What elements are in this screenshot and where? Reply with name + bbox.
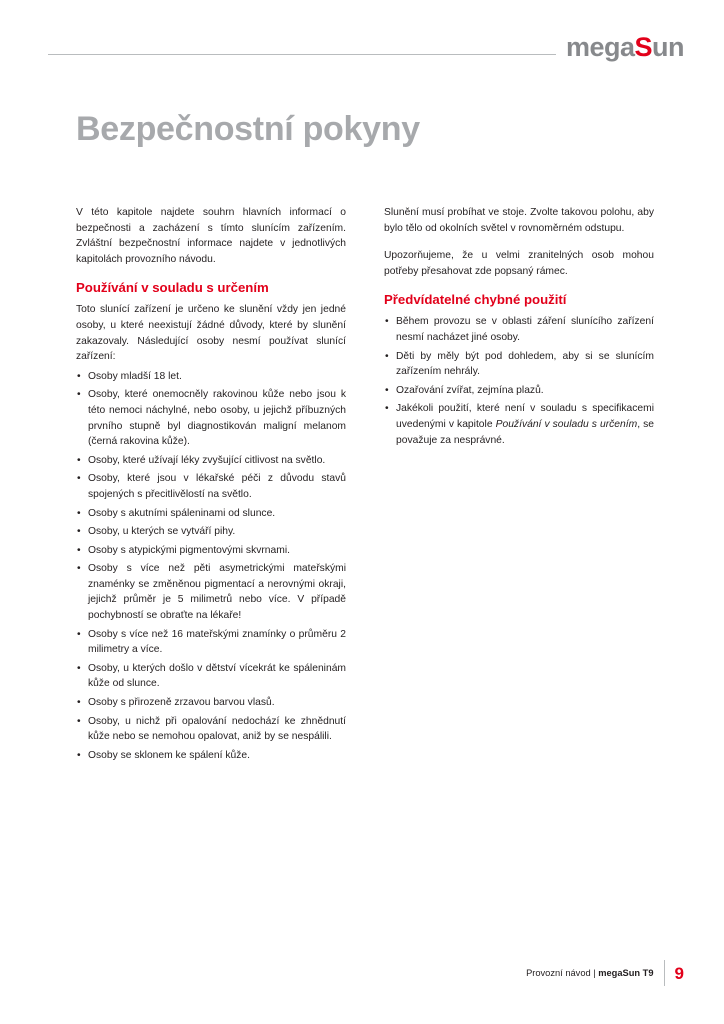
right-column [384,205,654,766]
list-item: • Osoby s více než pěti asymetrickými mateřskými znaménky se změněnou pigmentací a nerovnými okraji, jejichž průměr je 5 milimetrů nebo více. V případě pochybností se obraťte na lékaře! [76,561,346,623]
list-item: • Osoby s více než 16 mateřskými znamínky o průměru 2 milimetry a více. [76,627,346,658]
misuse-list [384,314,654,448]
page-title: Bezpečnostní pokyny [76,110,420,148]
misuse-text-post: , se považuje za nesprávné. [396,418,654,446]
intended-use-paragraph: Toto slunící zařízení je určeno ke slunění vždy jen jedné osoby, u které neexistují žádné důvody, které by slunění zakazovaly. Následující osoby nesmí používat slunící zařízení: [76,304,346,363]
chapter-reference: Používání v souladu s určením [495,418,638,430]
list-item: • Osoby, které užívají léky zvyšující citlivost na světlo. [76,453,346,469]
footer-label-normal: Provozní návod | [526,968,599,978]
section-heading-intended-use: Používání v souladu s určením [76,280,269,296]
left-column [76,205,346,766]
list-item: • Osoby, u kterých došlo v dětství vícekrát ke spáleninám kůže od slunce. [76,661,346,692]
misuse-text-pre: Jakékoli použití, které není v souladu s specifikacemi uvedenými v kapitole [396,403,654,430]
page-number: 9 [674,963,684,983]
list-item: • Osoby, u kterých se vytváří pihy. [76,524,346,540]
intro-paragraph: V této kapitole najdete souhrn hlavních informací o bezpečnosti a zacházení s tímto slunícím zařízením. Zvláštní bezpečnostní informace najdete v jednotlivých kapitolách provozního návodu. [76,207,346,265]
list-item: • Osoby s atypickými pigmentovými skvrnami. [76,543,346,559]
brand-logo [556,34,684,61]
list-item: • Ozařování zvířat, zejmína plazů. [384,383,654,399]
list-item: • Osoby s akutními spáleninami od slunce. [76,506,346,522]
content-columns [76,205,654,766]
list-item: • Osoby, které jsou v lékařské péči z důvodu stavů spojených s přecitlivělostí na světlo. [76,471,346,502]
list-item: • Osoby mladší 18 let. [76,369,346,385]
list-item: • Během provozu se v oblasti záření slunícího zařízení nesmí nacházet jiné osoby. [384,314,654,345]
list-item: • Děti by měly být pod dohledem, aby si se slunícím zařízením nehrály. [384,349,654,380]
page-header [48,28,684,68]
footer-divider [664,960,665,986]
page-footer [526,960,684,986]
section-heading-foreseeable-misuse: Předvídatelné chybné použití [384,292,567,308]
prohibited-persons-list [76,369,346,764]
brand-logo-s: S [634,32,652,62]
standing-use-paragraph: Slunění musí probíhat ve stoje. Zvolte takovou polohu, aby bylo tělo od okolních světel v rovnoměrném odstupu. [384,207,654,234]
list-item: • Osoby se sklonem ke spálení kůže. [76,748,346,764]
vulnerable-persons-paragraph: Upozorňujeme, že u velmi zranitelných osob mohou potřeby přesahovat zde popsaný rámec. [384,250,654,277]
brand-logo-mega: mega [565,32,635,62]
brand-logo-un: un [652,32,684,62]
list-item: • Osoby s přirozeně zrzavou barvou vlasů. [76,695,346,711]
list-item: • Osoby, u nichž při opalování nedochází ke zhnědnutí kůže nebo se nemohou opalovat, aniž by se nespálili. [76,714,346,745]
list-item-with-reference [384,401,654,448]
footer-label [526,968,653,978]
footer-label-bold: megaSun T9 [598,968,654,978]
list-item: • Osoby, které onemocněly rakovinou kůže nebo jsou k této nemoci náchylné, nebo osoby, u jejichž příbuzných prvního stupně byl diagnostikován maligní melanom (černá rakovina kůže). [76,387,346,449]
